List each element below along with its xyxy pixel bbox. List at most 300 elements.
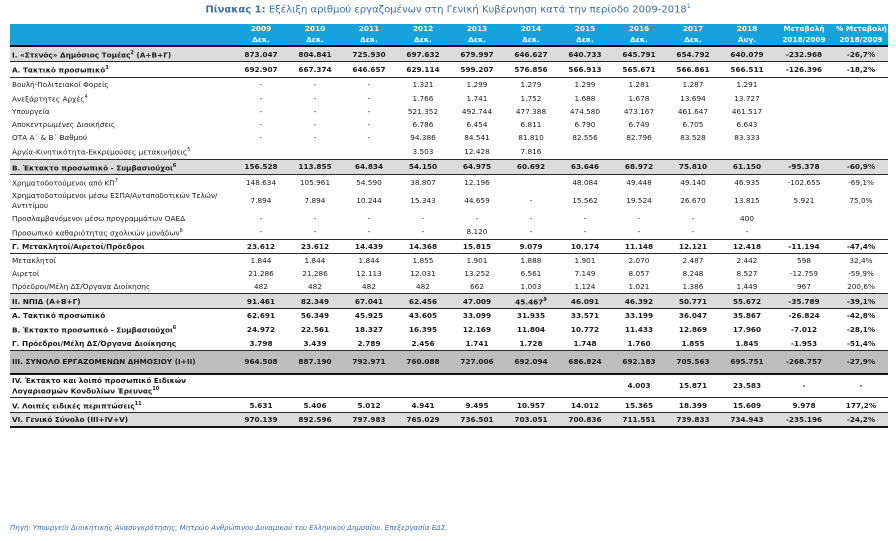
value-text: -	[691, 213, 695, 223]
value-text: 11.148	[624, 241, 654, 251]
value-cell	[612, 293, 666, 308]
value-cell	[720, 374, 774, 398]
value-text: -42,8%	[846, 311, 876, 321]
value-cell	[666, 374, 720, 398]
value-cell	[450, 374, 504, 398]
value-cell	[450, 62, 504, 77]
value-cell	[720, 144, 774, 159]
value-text: 967	[797, 281, 811, 291]
value-text: 10.244	[356, 195, 382, 205]
value-cell	[504, 46, 558, 62]
value-text: 82.556	[572, 133, 598, 143]
value-text: 148.634	[245, 177, 277, 187]
value-text: 48.084	[572, 177, 598, 187]
row-label-text: Προσωπικό καθαριότητας σχολικών μονάδων	[12, 227, 180, 237]
header-line-1: 2014	[520, 24, 542, 33]
value-cell	[720, 397, 774, 412]
value-cell	[504, 131, 558, 144]
row-label	[10, 293, 234, 308]
value-cell	[774, 225, 834, 240]
value-cell	[342, 105, 396, 118]
value-cell	[234, 105, 288, 118]
value-cell	[288, 309, 342, 323]
value-text: 5.631	[249, 400, 273, 410]
value-cell	[774, 413, 834, 428]
row-label-text: Χρηματοδοτούμενοι από ΚΠ	[12, 178, 115, 188]
value-cell	[504, 118, 558, 131]
value-cell	[774, 397, 834, 412]
value-cell	[342, 62, 396, 77]
value-text: 654.792	[676, 49, 710, 59]
table-row	[10, 190, 888, 212]
value-text: 7.149	[574, 268, 596, 278]
value-text: 692.907	[244, 65, 278, 75]
value-cell	[234, 337, 288, 351]
table-row	[10, 144, 888, 159]
value-text: 400	[740, 213, 754, 223]
value-cell	[558, 105, 612, 118]
value-cell	[288, 374, 342, 398]
value-text: -	[259, 93, 263, 103]
value-text: -	[529, 195, 533, 205]
value-cell	[288, 267, 342, 280]
row-label-suffix: (Α+Β+Γ)	[133, 50, 172, 60]
value-text: 686.824	[568, 357, 602, 367]
header-line-1: 2018	[736, 24, 758, 33]
value-text: -235.196	[785, 415, 823, 425]
value-cell	[234, 91, 288, 105]
value-text: 44.659	[464, 195, 490, 205]
value-text: 35.867	[732, 311, 762, 321]
table-header-row	[10, 24, 888, 46]
value-cell	[342, 131, 396, 144]
value-text: 629.114	[406, 65, 440, 75]
value-text: -7.012	[790, 325, 818, 335]
value-text: 31.935	[516, 311, 546, 321]
value-cell	[396, 253, 450, 267]
value-cell	[558, 77, 612, 91]
value-text: 2.442	[736, 255, 758, 265]
table-row	[10, 62, 888, 77]
value-text: 6.454	[466, 120, 488, 130]
value-text: -268.757	[785, 357, 823, 367]
value-text: 521.352	[407, 107, 439, 117]
value-cell	[666, 175, 720, 190]
value-cell	[234, 280, 288, 294]
value-cell	[774, 280, 834, 294]
value-cell	[612, 131, 666, 144]
value-text: 734.943	[730, 415, 764, 425]
value-text: 49.448	[626, 177, 652, 187]
value-text: 1.291	[736, 79, 758, 89]
row-label-text: III. ΣΥΝΟΛΟ ΕΡΓΑΖΟΜΕΝΩΝ ΔΗΜΟΣΙΟΥ (I+II)	[12, 357, 196, 367]
value-cell	[234, 159, 288, 174]
header-line-1: 2013	[466, 24, 488, 33]
value-text: 492.744	[461, 107, 493, 117]
value-cell	[234, 397, 288, 412]
row-label	[10, 267, 234, 280]
value-text: 6.790	[574, 120, 596, 130]
row-label	[10, 225, 234, 240]
value-text: 792.971	[352, 357, 386, 367]
value-text: -	[367, 79, 371, 89]
value-text: 1.760	[627, 338, 651, 348]
value-cell	[288, 293, 342, 308]
value-text: -	[367, 93, 371, 103]
value-cell	[234, 413, 288, 428]
value-cell	[834, 322, 888, 336]
value-text: -	[583, 213, 587, 223]
value-text: 23.612	[246, 241, 276, 251]
value-cell	[774, 159, 834, 174]
value-text: 765.029	[406, 415, 440, 425]
value-cell	[450, 322, 504, 336]
value-cell	[612, 225, 666, 240]
value-cell	[450, 105, 504, 118]
value-text: 45.925	[354, 311, 384, 321]
value-cell	[450, 190, 504, 212]
row-label	[10, 309, 234, 323]
value-cell	[342, 118, 396, 131]
value-text: 10.957	[516, 400, 546, 410]
table-row	[10, 225, 888, 240]
row-label-text: Αιρετοί	[12, 268, 40, 278]
value-cell	[342, 239, 396, 253]
value-text: 739.833	[676, 415, 710, 425]
value-cell	[558, 309, 612, 323]
value-text: 646.657	[352, 65, 386, 75]
header-line-1: 2016	[628, 24, 650, 33]
value-text: 566.511	[730, 65, 764, 75]
value-text: 892.596	[298, 415, 332, 425]
value-text: 692.183	[622, 357, 656, 367]
value-cell	[450, 46, 504, 62]
row-label	[10, 212, 234, 225]
value-text: 105.961	[299, 177, 331, 187]
value-text: 1.845	[735, 338, 759, 348]
value-cell	[342, 144, 396, 159]
value-text: -	[259, 213, 263, 223]
value-text: -51,4%	[846, 338, 876, 348]
value-cell	[504, 397, 558, 412]
value-cell	[504, 322, 558, 336]
value-cell	[774, 293, 834, 308]
value-cell	[504, 293, 558, 308]
row-label	[10, 413, 234, 428]
value-text: -	[313, 227, 317, 237]
value-text: 1.748	[573, 338, 597, 348]
value-cell	[450, 91, 504, 105]
value-text: 1.449	[736, 281, 758, 291]
value-text: -	[367, 133, 371, 143]
value-cell	[612, 350, 666, 374]
value-cell	[612, 62, 666, 77]
value-cell	[720, 253, 774, 267]
value-text: 692.094	[514, 357, 548, 367]
value-text: -27,9%	[846, 357, 876, 367]
value-cell	[666, 46, 720, 62]
row-footnote-mark: 6	[172, 325, 177, 332]
value-cell	[396, 322, 450, 336]
value-cell	[396, 413, 450, 428]
value-text: 11.433	[624, 325, 654, 335]
value-cell	[450, 175, 504, 190]
value-text: 461.647	[677, 107, 709, 117]
header-line-2: Δεκ.	[306, 34, 324, 44]
value-cell	[558, 212, 612, 225]
value-cell	[504, 62, 558, 77]
value-text: 1.299	[574, 79, 596, 89]
value-text: 1.901	[466, 255, 488, 265]
header-line-1: 2009	[250, 24, 272, 33]
value-cell	[450, 118, 504, 131]
value-text: -35.789	[788, 296, 820, 306]
value-cell	[774, 91, 834, 105]
value-cell	[558, 322, 612, 336]
value-cell	[720, 280, 774, 294]
value-cell	[504, 159, 558, 174]
row-label	[10, 105, 234, 118]
value-text: 63.646	[570, 162, 600, 172]
value-cell	[558, 397, 612, 412]
value-text: 705.563	[676, 357, 710, 367]
value-text: 82.796	[626, 133, 652, 143]
value-text: 2.487	[682, 255, 704, 265]
table-row	[10, 131, 888, 144]
value-cell	[720, 91, 774, 105]
value-text: -60,9%	[846, 162, 876, 172]
value-text: 6.811	[520, 120, 542, 130]
table-row	[10, 397, 888, 412]
value-cell	[834, 46, 888, 62]
row-footnote-mark: 5	[187, 147, 191, 154]
value-cell	[342, 212, 396, 225]
value-cell	[666, 144, 720, 159]
value-cell	[774, 337, 834, 351]
value-text: 13.727	[734, 93, 760, 103]
row-label	[10, 374, 234, 398]
value-text: 797.983	[352, 415, 386, 425]
value-text: -47,4%	[846, 241, 876, 251]
value-text: 1.003	[520, 281, 542, 291]
value-cell	[834, 397, 888, 412]
value-text: 60.692	[516, 162, 546, 172]
value-text: 804.841	[298, 49, 332, 59]
value-text: 1.766	[412, 93, 434, 103]
value-cell	[666, 190, 720, 212]
header-line-2: 2018/2009	[782, 34, 826, 44]
value-cell	[834, 350, 888, 374]
value-cell	[396, 293, 450, 308]
row-label	[10, 77, 234, 91]
value-cell	[666, 105, 720, 118]
value-text: -	[475, 213, 479, 223]
value-cell	[288, 225, 342, 240]
value-cell	[720, 337, 774, 351]
table-row	[10, 280, 888, 294]
value-text: 84.541	[464, 133, 490, 143]
value-cell	[612, 46, 666, 62]
header-line-2: Δεκ.	[522, 34, 540, 44]
value-text: 36.047	[678, 311, 708, 321]
value-cell	[558, 118, 612, 131]
value-cell	[450, 413, 504, 428]
value-cell	[612, 118, 666, 131]
value-cell	[834, 118, 888, 131]
value-cell	[504, 309, 558, 323]
value-text: -	[583, 227, 587, 237]
value-text: -	[421, 213, 425, 223]
value-text: 11.804	[516, 325, 546, 335]
row-label	[10, 280, 234, 294]
table-body	[10, 46, 888, 427]
row-label-text: V. Λοιπές ειδικές περιπτώσεις	[12, 401, 135, 411]
value-cell	[666, 350, 720, 374]
value-cell	[288, 239, 342, 253]
value-text: 177,2%	[845, 400, 877, 410]
value-cell	[834, 225, 888, 240]
value-cell	[234, 190, 288, 212]
value-cell	[234, 322, 288, 336]
table-row	[10, 77, 888, 91]
value-text: 482	[308, 281, 322, 291]
row-label-text: II. ΝΠΙΔ (Α+Β+Γ)	[12, 296, 81, 306]
row-label-text: Αποκεντρωμένες Διοικήσεις	[12, 120, 116, 130]
value-text: 15.365	[624, 400, 654, 410]
row-footnote-mark: 11	[134, 400, 142, 407]
value-cell	[720, 46, 774, 62]
value-cell	[504, 190, 558, 212]
value-cell	[342, 309, 396, 323]
value-text: 662	[470, 281, 484, 291]
table-row	[10, 212, 888, 225]
value-text: 15.815	[462, 241, 492, 251]
row-label-text: ΟΤΑ Α΄ & Β΄ Βαθμού	[12, 133, 88, 143]
value-text: -	[802, 381, 806, 391]
value-text: 54.150	[408, 162, 438, 172]
value-cell	[450, 397, 504, 412]
value-text: 15.343	[410, 195, 436, 205]
value-text: 15.562	[572, 195, 598, 205]
value-cell	[450, 225, 504, 240]
value-cell	[612, 144, 666, 159]
value-text: 640.733	[568, 49, 602, 59]
value-cell	[720, 159, 774, 174]
value-cell	[558, 337, 612, 351]
value-cell	[288, 159, 342, 174]
value-cell	[774, 322, 834, 336]
value-text: -26,7%	[846, 49, 876, 59]
value-cell	[666, 322, 720, 336]
value-cell	[396, 212, 450, 225]
value-cell	[450, 159, 504, 174]
header-label-cell	[10, 24, 234, 46]
value-cell	[834, 374, 888, 398]
value-cell	[774, 190, 834, 212]
value-text: -95.378	[788, 162, 820, 172]
value-text: -26.824	[788, 311, 820, 321]
value-cell	[834, 91, 888, 105]
value-cell	[234, 131, 288, 144]
header-line-2: Δεκ.	[468, 34, 486, 44]
value-cell	[234, 175, 288, 190]
value-text: 14.012	[570, 400, 600, 410]
value-cell	[396, 175, 450, 190]
value-cell	[504, 374, 558, 398]
header-cell	[450, 24, 504, 46]
value-text: -	[529, 227, 533, 237]
value-text: 8.527	[736, 268, 758, 278]
value-cell	[834, 239, 888, 253]
value-cell	[234, 62, 288, 77]
row-label	[10, 159, 234, 174]
value-text: -	[259, 79, 263, 89]
value-text: 598	[797, 255, 811, 265]
value-text: 6.749	[628, 120, 650, 130]
value-cell	[720, 131, 774, 144]
value-cell	[288, 118, 342, 131]
value-text: 482	[416, 281, 430, 291]
value-cell	[774, 77, 834, 91]
value-text: -59,9%	[848, 268, 874, 278]
value-text: 1.021	[628, 281, 650, 291]
value-cell	[558, 239, 612, 253]
value-text: 17.960	[732, 325, 762, 335]
value-text: -	[313, 133, 317, 143]
value-cell	[774, 350, 834, 374]
value-cell	[774, 118, 834, 131]
value-text: 200,6%	[847, 281, 875, 291]
value-cell	[612, 190, 666, 212]
row-label-text: Χρηματοδοτούμενοι μέσω ΕΣΠΑ/Ανταποδοτικών Τελών/Αντιτίμου	[12, 191, 218, 210]
value-cell	[720, 267, 774, 280]
value-cell	[558, 253, 612, 267]
table-row	[10, 322, 888, 336]
value-cell	[774, 175, 834, 190]
value-text: 83.528	[680, 133, 706, 143]
value-cell	[612, 239, 666, 253]
header-line-1: 2010	[304, 24, 326, 33]
value-cell	[558, 91, 612, 105]
value-cell	[774, 144, 834, 159]
value-cell	[612, 159, 666, 174]
value-cell	[612, 91, 666, 105]
row-label-text: Β. Έκτακτο προσωπικό - Συμβασιούχοι	[12, 325, 173, 335]
row-label-text: VI. Γενικό Σύνολο (III+IV+V)	[12, 415, 129, 425]
value-cell	[396, 374, 450, 398]
value-text: 12.113	[356, 268, 382, 278]
value-text: 23.583	[732, 381, 762, 391]
value-cell	[720, 212, 774, 225]
value-cell	[396, 131, 450, 144]
header-line-1: 2017	[682, 24, 704, 33]
value-text: 8.120	[466, 227, 488, 237]
value-cell	[666, 397, 720, 412]
value-cell	[504, 212, 558, 225]
value-text: 64.834	[354, 162, 384, 172]
value-text: 873.047	[244, 49, 278, 59]
value-cell	[342, 413, 396, 428]
value-text: 46.392	[624, 296, 654, 306]
value-text: -	[313, 93, 317, 103]
value-text: 12.121	[678, 241, 708, 251]
value-cell	[504, 225, 558, 240]
value-text: 46.935	[734, 177, 760, 187]
value-cell	[288, 350, 342, 374]
value-text: -18,2%	[846, 65, 876, 75]
value-text: 1.688	[574, 93, 596, 103]
value-cell	[834, 105, 888, 118]
